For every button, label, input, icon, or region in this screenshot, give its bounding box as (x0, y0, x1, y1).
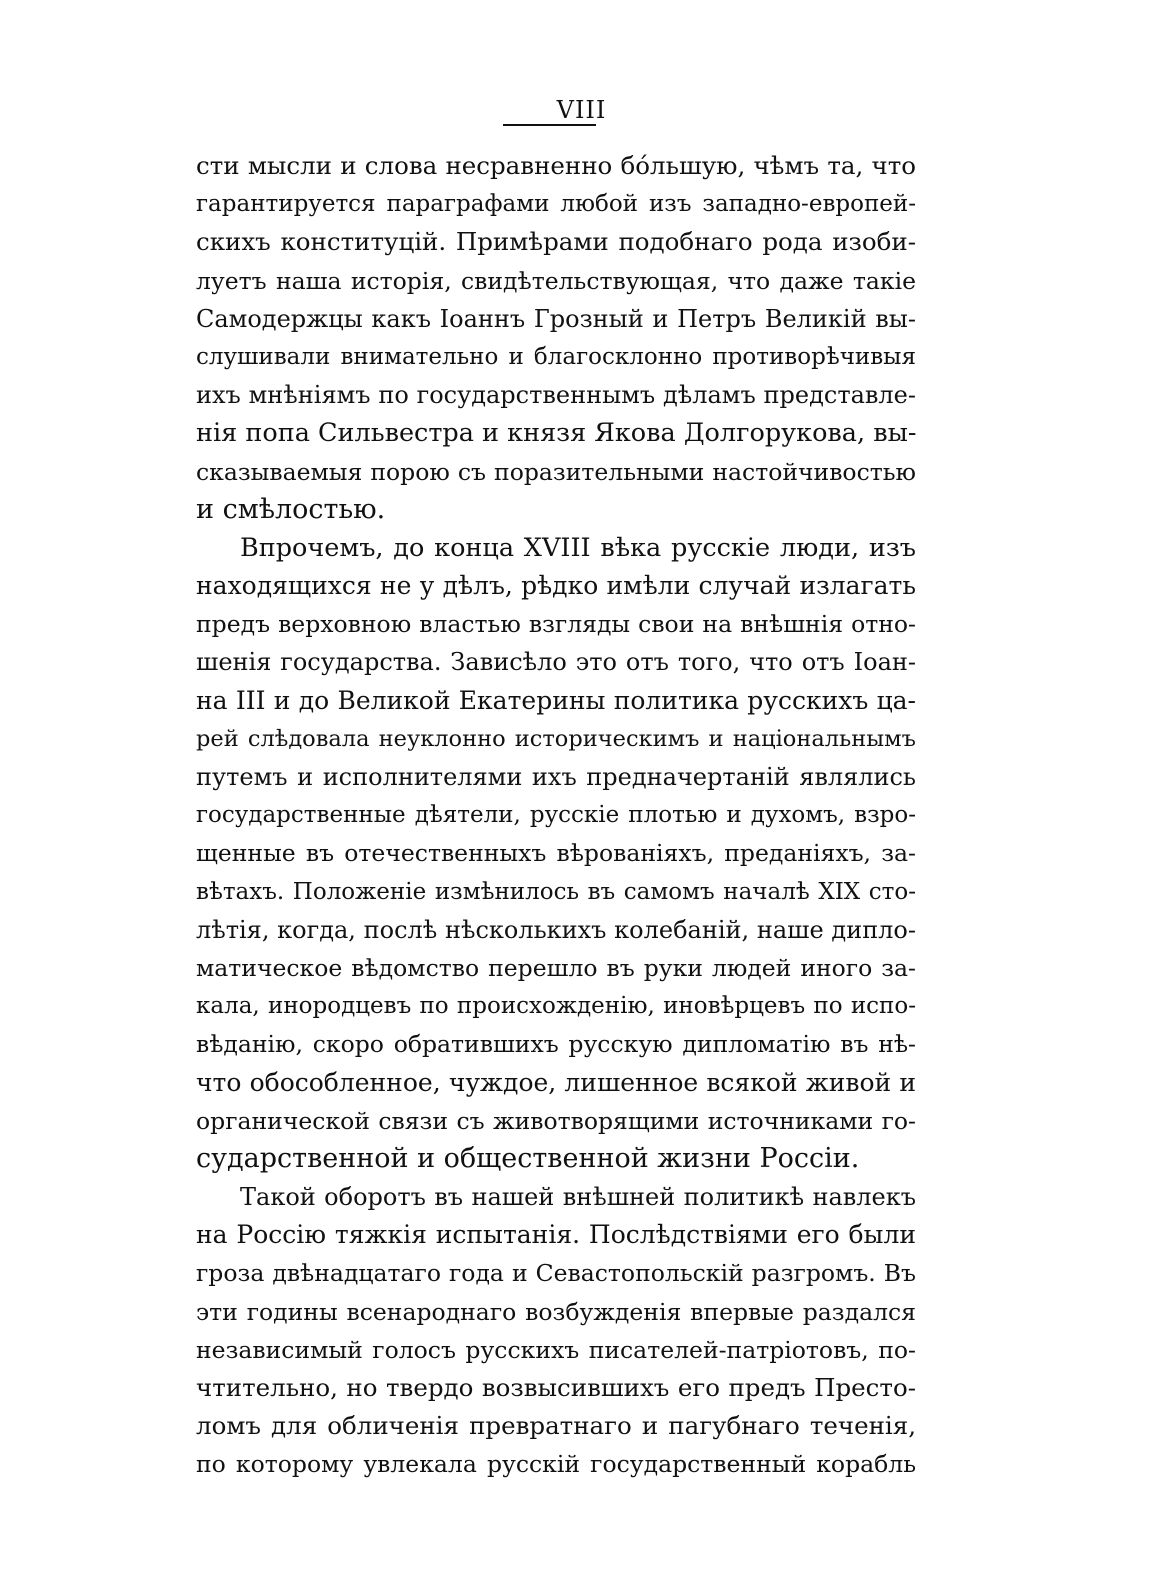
text-line: сти мысли и слова несравненно бо́льшую, чѣмъ та, что (196, 151, 916, 180)
text-line: вѣтахъ. Положеніе измѣнилось въ самомъ началѣ XIX сто- (196, 878, 916, 905)
text-line: сударственной и общественной жизни Россіи. (196, 1142, 860, 1174)
text-line: щенные въ отечественныхъ вѣрованіяхъ, преданіяхъ, за- (196, 839, 916, 868)
page-number-rule (503, 124, 596, 126)
text-line: независимый голосъ русскихъ писателей-патріотовъ, по- (196, 1335, 916, 1364)
text-line: рей слѣдовала неуклонно историческимъ и національнымъ (196, 725, 916, 752)
text-line: ихъ мнѣніямъ по государственнымъ дѣламъ представле- (196, 381, 916, 410)
text-line: матическое вѣдомство перешло въ руки людей иного за- (196, 953, 916, 982)
text-line: по которому увлекала русскій государственный корабль (196, 1450, 916, 1479)
text-line: Такой оборотъ въ нашей внѣшней политикѣ навлекъ (240, 1183, 916, 1212)
text-line: вѣданію, скоро обратившихъ русскую дипломатію въ нѣ- (196, 1030, 916, 1059)
text-line: шенія государства. Зависѣло это отъ того, что отъ Іоан- (196, 648, 916, 677)
text-line: слушивали внимательно и благосклонно противорѣчивыя (196, 343, 916, 370)
text-line: органической связи съ животворящими источниками го- (196, 1106, 916, 1135)
text-line: эти годины всенароднаго возбужденія впервые раздался (196, 1297, 916, 1326)
text-line: чтительно, но твердо возвысившихъ его предъ Престо- (196, 1373, 916, 1402)
text-line: находящихся не у дѣлъ, рѣдко имѣли случай излагать (196, 571, 916, 601)
page-number: VIII (556, 96, 607, 124)
text-line: государственные дѣятели, русскіе плотью и духомъ, взро- (196, 802, 916, 829)
text-line: нія попа Сильвестра и князя Якова Долгорукова, вы- (196, 418, 917, 449)
text-line: и смѣлостью. (196, 493, 386, 525)
text-line: на III и до Великой Екатерины политика русскихъ ца- (196, 685, 916, 715)
text-line: что обособленное, чуждое, лишенное всякой живой и (196, 1067, 916, 1097)
text-line: путемъ и исполнителями ихъ предначертаній являлись (196, 763, 916, 791)
text-line: Самодержцы какъ Іоаннъ Грозный и Петръ Великій вы- (196, 304, 916, 333)
text-line: Впрочемъ, до конца XVIII вѣка русскіе люди, изъ (240, 532, 916, 563)
text-line: гарантируется параграфами любой изъ западно-европей- (196, 191, 916, 218)
text-line: кала, инородцевъ по происхожденію, иновѣрцевъ по испо- (196, 993, 916, 1020)
text-line: гроза двѣнадцатаго года и Севастопольскій разгромъ. Въ (196, 1259, 916, 1288)
text-line: ломъ для обличенія превратнаго и пагубнаго теченія, (196, 1411, 916, 1441)
body-text (196, 147, 916, 1484)
text-line: на Россію тяжкія испытанія. Послѣдствіями его были (196, 1220, 916, 1250)
text-line: скихъ конституцій. Примѣрами подобнаго рода изоби- (196, 227, 916, 257)
text-line: предъ верховною властью взгляды свои на внѣшнія отно- (196, 610, 916, 639)
text-line: луетъ наша исторія, свидѣтельствующая, что даже такіе (196, 266, 916, 295)
text-line: лѣтія, когда, послѣ нѣсколькихъ колебаній, наше дипло- (196, 915, 916, 944)
text-line: сказываемыя порою съ поразительными настойчивостью (196, 457, 916, 486)
